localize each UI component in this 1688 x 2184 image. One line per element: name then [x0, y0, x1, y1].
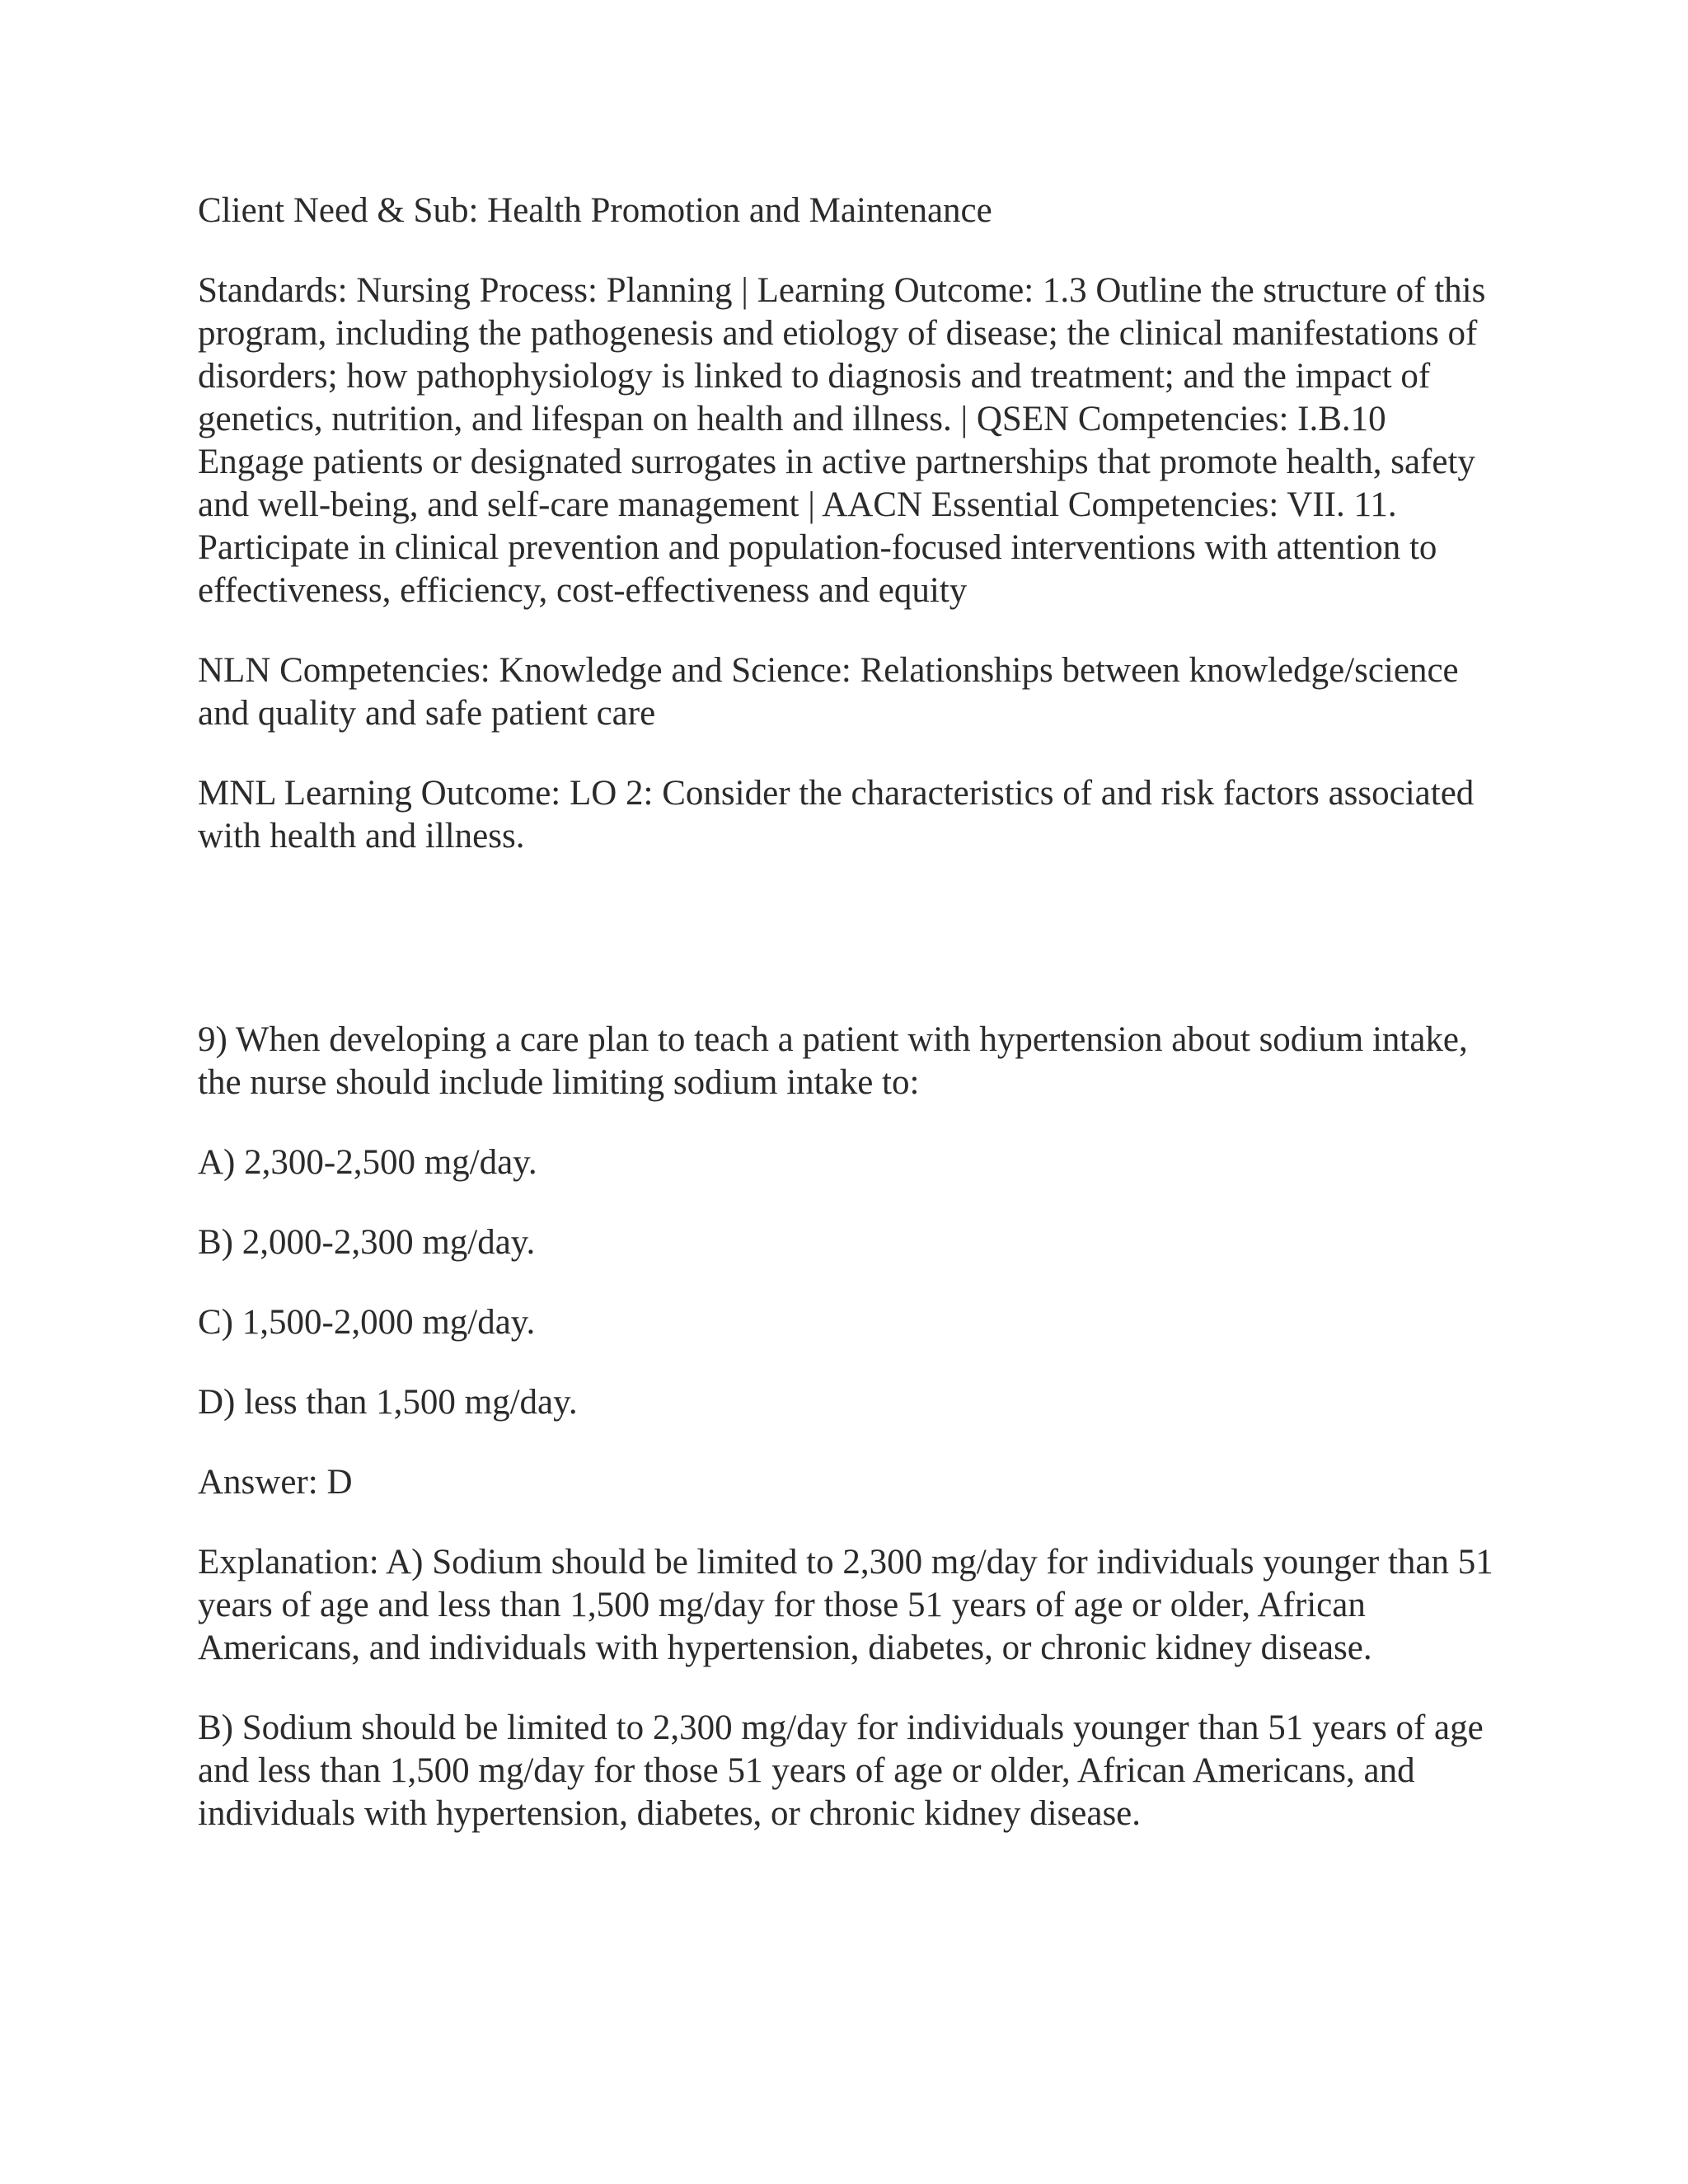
- explanation-b-paragraph: B) Sodium should be limited to 2,300 mg/day for individuals younger than 51 years of age and less than 1,500 mg/day for those 51 years of age or older, African Americans, and individuals with hypertension, diabetes, or chronic kidney disease.: [198, 1708, 1484, 1833]
- mnl-learning-outcome-paragraph: MNL Learning Outcome: LO 2: Consider the characteristics of and risk factors associated with health and illness.: [198, 774, 1475, 855]
- question-text: 9) When developing a care plan to teach a patient with hypertension about sodium intake, the nurse should include limiting sodium intake to:: [198, 1020, 1468, 1102]
- nln-competencies-paragraph: NLN Competencies: Knowledge and Science: Relationships between knowledge/science and quality and safe patient care: [198, 651, 1459, 733]
- standards-paragraph: Standards: Nursing Process: Planning | Learning Outcome: 1.3 Outline the structure of this program, including the pathogenesis and etiology of disease; the clinical manifestations of disorders; how pathophysiology is linked to diagnosis and treatment; and the impact of genetics, nutrition, and lifespan on health and illness. | QSEN Competencies: I.B.10 Engage patients or designated surrogates in active partnerships that promote health, safety and well-being, and self-care management | AACN Essential Competencies: VII. 11. Participate in clinical prevention and population-focused interventions with attention to effectiveness, efficiency, cost-effectiveness and equity: [198, 271, 1486, 610]
- document-body: [198, 190, 1500, 1872]
- answer-line: Answer: D: [198, 1463, 353, 1502]
- option-a: A) 2,300-2,500 mg/day.: [198, 1143, 537, 1182]
- client-need-line: Client Need & Sub: Health Promotion and Maintenance: [198, 191, 992, 230]
- section-spacer: [198, 895, 1500, 1019]
- option-b: B) 2,000-2,300 mg/day.: [198, 1223, 536, 1262]
- explanation-a-paragraph: Explanation: A) Sodium should be limited to 2,300 mg/day for individuals younger than 51 years of age and less than 1,500 mg/day for those 51 years of age or older, African Americans, and individuals with hypertension, diabetes, or chronic kidney disease.: [198, 1543, 1493, 1667]
- option-d: D) less than 1,500 mg/day.: [198, 1383, 578, 1422]
- option-c: C) 1,500-2,000 mg/day.: [198, 1303, 536, 1342]
